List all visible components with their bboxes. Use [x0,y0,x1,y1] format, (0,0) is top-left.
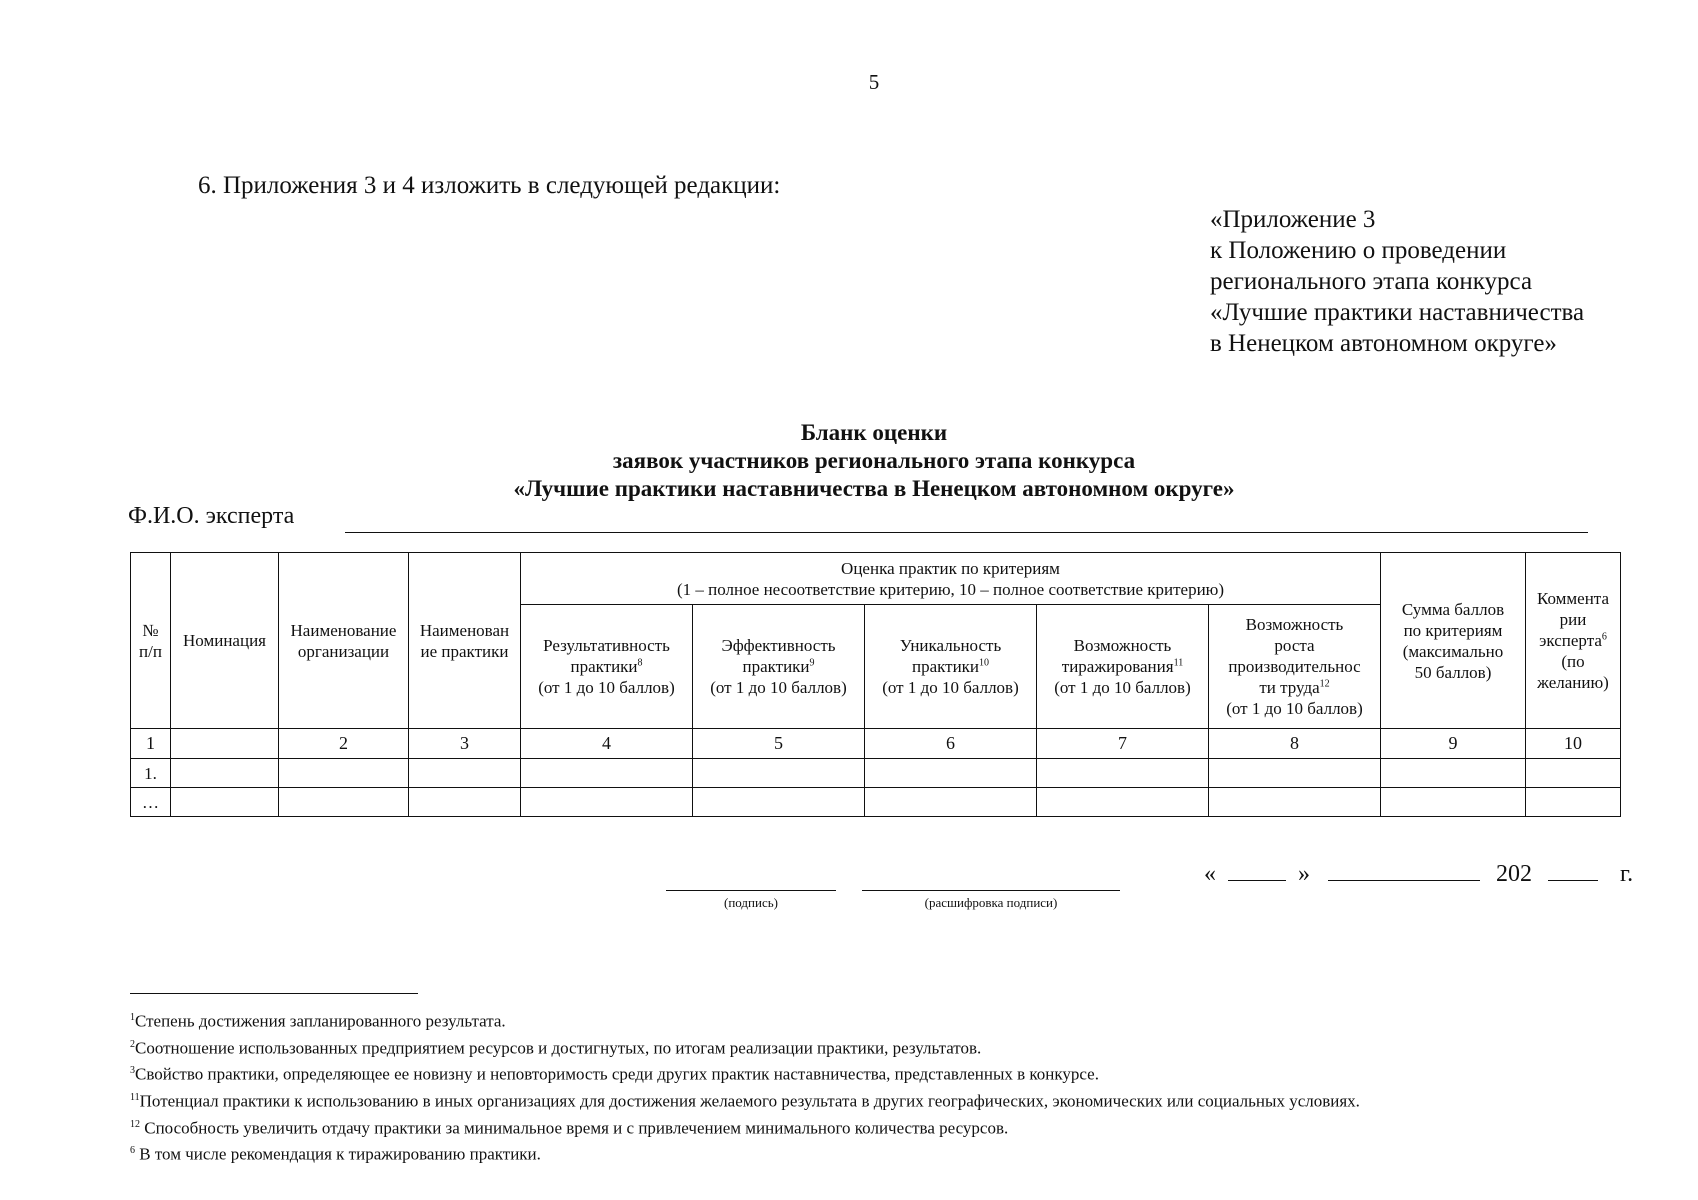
table-row [131,788,1621,817]
column-number: 9 [1381,729,1526,759]
footnote: $^2$Соотношение использованных предприятием ресурсов и достигнутых, по итогам реализации практики, результатов. [130,1038,982,1058]
annex-heading [1210,204,1584,359]
column-number: 1 [131,729,171,759]
evaluation-table [130,552,1621,817]
table-cell[interactable] [1381,788,1526,817]
table-cell[interactable] [409,788,521,817]
header-nomination: Номинация [171,553,279,729]
column-number: 4 [521,729,693,759]
header-sum: Сумма баллов по критериям (максимально 50 баллов) [1381,553,1526,729]
date-field [1204,858,1633,888]
annex-heading-line: «Лучшие практики наставничества [1210,299,1585,326]
footnote-separator [130,993,418,994]
annex-heading-line: в Ненецком автономном округе» [1210,330,1557,357]
column-number: 3 [409,729,521,759]
table-cell[interactable] [865,759,1037,788]
row-number: 1. [131,759,171,788]
column-number [171,729,279,759]
footnotes [130,1006,1360,1166]
expert-name-label: Ф.И.О. эксперта [128,503,295,529]
date-year-prefix: 202 [1496,861,1532,887]
table-cell[interactable] [1037,788,1209,817]
signature-caption: (подпись) [724,895,778,910]
table-cell[interactable] [279,788,409,817]
date-close-quote: » [1298,861,1310,887]
footnote: $^3$Свойство практики, определяющее ее новизну и неповторимость среди других практик наставничества, представленных в конкурсе. [130,1064,1099,1084]
table-cell[interactable] [1209,788,1381,817]
amendment-intro: 6. Приложения 3 и 4 изложить в следующей редакции: [198,172,781,199]
header-organization: Наименование организации [279,553,409,729]
form-title-line: заявок участников регионального этапа конкурса [612,448,1136,473]
table-row [131,759,1621,788]
signature-line[interactable] [666,890,836,891]
header-criterion-replication: Возможность тиражирования$^{11}$ (от 1 до 10 баллов) [1037,605,1209,729]
header-criterion-effectiveness: Результативность практики$^8$ (от 1 до 10 баллов) [521,605,693,729]
form-title-line: «Лучшие практики наставничества в Ненецком автономном округе» [513,476,1235,501]
header-criterion-productivity: Возможность роста производительнос ти труда$^{12}$ (от 1 до 10 баллов) [1209,605,1381,729]
row-number: … [131,788,171,817]
header-comments: Коммента рии эксперта$^6$ (по желанию) [1526,553,1621,729]
table-cell[interactable] [1381,759,1526,788]
annex-heading-line: к Положению о проведении [1210,237,1507,264]
table-cell[interactable] [865,788,1037,817]
column-number: 8 [1209,729,1381,759]
footnote: $^1$Степень достижения запланированного результата. [130,1011,506,1031]
table-cell[interactable] [279,759,409,788]
annex-heading-line: регионального этапа конкурса [1210,268,1533,295]
column-number: 6 [865,729,1037,759]
column-number: 7 [1037,729,1209,759]
table-cell[interactable] [409,759,521,788]
column-number: 5 [693,729,865,759]
page-number: 5 [868,70,880,94]
date-day-blank[interactable] [1228,858,1286,881]
table-cell[interactable] [521,788,693,817]
header-criteria-group: Оценка практик по критериям (1 – полное несоответствие критерию, 10 – полное соответствие критерию) [521,553,1381,605]
table-cell[interactable] [1526,788,1621,817]
table-cell[interactable] [693,759,865,788]
table-cell[interactable] [1526,759,1621,788]
table-cell[interactable] [521,759,693,788]
table-cell[interactable] [693,788,865,817]
footnote: $^{11}$Потенциал практики к использованию в иных организациях для достижения желаемого результата в других географических, экономических или социальных условиях. [130,1091,1360,1111]
date-month-blank[interactable] [1328,858,1480,881]
column-number: 10 [1526,729,1621,759]
date-open-quote: « [1204,861,1216,887]
date-year-blank[interactable] [1548,858,1598,881]
signature-decode-caption: (расшифровка подписи) [924,895,1058,910]
column-number-row [131,729,1621,759]
signature-decode-line[interactable] [862,890,1120,891]
form-title [0,419,1698,503]
header-criterion-uniqueness: Уникальность практики$^{10}$ (от 1 до 10 баллов) [865,605,1037,729]
table-cell[interactable] [1209,759,1381,788]
header-practice: Наименован ие практики [409,553,521,729]
column-number: 2 [279,729,409,759]
table-cell[interactable] [1037,759,1209,788]
table-cell[interactable] [171,788,279,817]
footnote: $^6$ В том числе рекомендация к тиражированию практики. [130,1144,541,1164]
footnote: $^{12}$ Способность увеличить отдачу практики за минимальное время и с привлечением минимального количества ресурсов. [130,1118,1009,1138]
expert-name-field[interactable] [345,532,1588,533]
date-year-suffix: г. [1620,861,1634,887]
table-cell[interactable] [171,759,279,788]
header-criterion-efficiency: Эффективность практики$^9$ (от 1 до 10 баллов) [693,605,865,729]
form-title-line: Бланк оценки [800,420,948,445]
annex-heading-line: «Приложение 3 [1210,206,1376,233]
header-num: № п/п [131,553,171,729]
